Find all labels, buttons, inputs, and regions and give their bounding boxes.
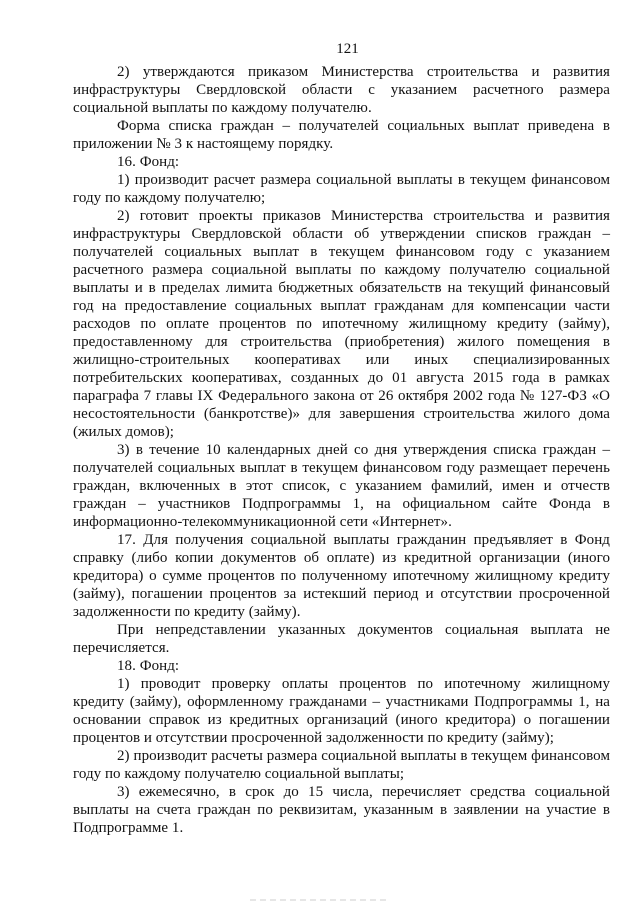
paragraph-17: 17. Для получения социальной выплаты гражданин предъявляет в Фонд справку (либо копии документов об оплате) из кредитной организации (иного кредитора) о сумме процентов по полученному ипотечному жилищному кредиту (займу), погашении процентов за истекший период и отсутствии просроченной задолженности по кредиту (займу).	[73, 532, 610, 620]
paragraph-17-nonsubmission: При непредставлении указанных документов социальная выплата не перечисляется.	[73, 622, 610, 656]
scan-artifact-line	[250, 899, 390, 901]
paragraph-18-2: 2) производит расчеты размера социальной выплаты в текущем финансовом году по каждому получателю социальной выплаты;	[73, 748, 610, 782]
paragraph-16-1: 1) производит расчет размера социальной выплаты в текущем финансовом году по каждому получателю;	[73, 172, 610, 206]
section-16-heading: 16. Фонд:	[117, 154, 180, 170]
paragraph-18-3: 3) ежемесячно, в срок до 15 числа, перечисляет средства социальной выплаты на счета граждан по реквизитам, указанным в заявлении на участие в Подпрограмме 1.	[73, 784, 610, 836]
paragraph-list-form: Форма списка граждан – получателей социальных выплат приведена в приложении № 3 к настоящему порядку.	[73, 118, 610, 152]
section-18-heading: 18. Фонд:	[117, 658, 180, 674]
paragraph-18-1: 1) проводит проверку оплаты процентов по ипотечному жилищному кредиту (займу), оформленному гражданами – участниками Подпрограммы 1, на основании справок из кредитных организаций (иного кредитора) о погашении процентов и отсутствии просроченной задолженности по кредиту (займу);	[73, 676, 610, 746]
paragraph-16-3: 3) в течение 10 календарных дней со дня утверждения списка граждан – получателей социальных выплат в текущем финансовом году размещает перечень граждан, включенных в этот список, с указанием фамилий, имен и отчеств граждан – участников Подпрограммы 1, на официальном сайте Фонда в информационно-телекоммуникационной сети «Интернет».	[73, 442, 610, 530]
paragraph-16-2: 2) готовит проекты приказов Министерства строительства и развития инфраструктуры Свердловской области об утверждении списков граждан – получателей социальных выплат в текущем финансовом году с указанием расчетного размера социальной выплаты по каждому получателю социальной выплаты и в пределах лимита бюджетных обязательств на текущий финансовый год на предоставление социальных выплат гражданам для компенсации части расходов по оплате процентов по ипотечному жилищному кредиту (займу), предоставленному для строительства (приобретения) жилого помещения в жилищно-строительных кооперативах или иных специализированных потребительских кооперативах, созданных до 01 августа 2015 года в рамках параграфа 7 главы IX Федерального закона от 26 октября 2002 года № 127-ФЗ «О несостоятельности (банкротстве)» для завершения строительства жилого дома (жилых домов);	[73, 208, 610, 440]
page-number: 121	[336, 41, 359, 57]
paragraph-15-2-approval: 2) утверждаются приказом Министерства строительства и развития инфраструктуры Свердловской области с указанием расчетного размера социальной выплаты по каждому получателю.	[73, 64, 610, 116]
